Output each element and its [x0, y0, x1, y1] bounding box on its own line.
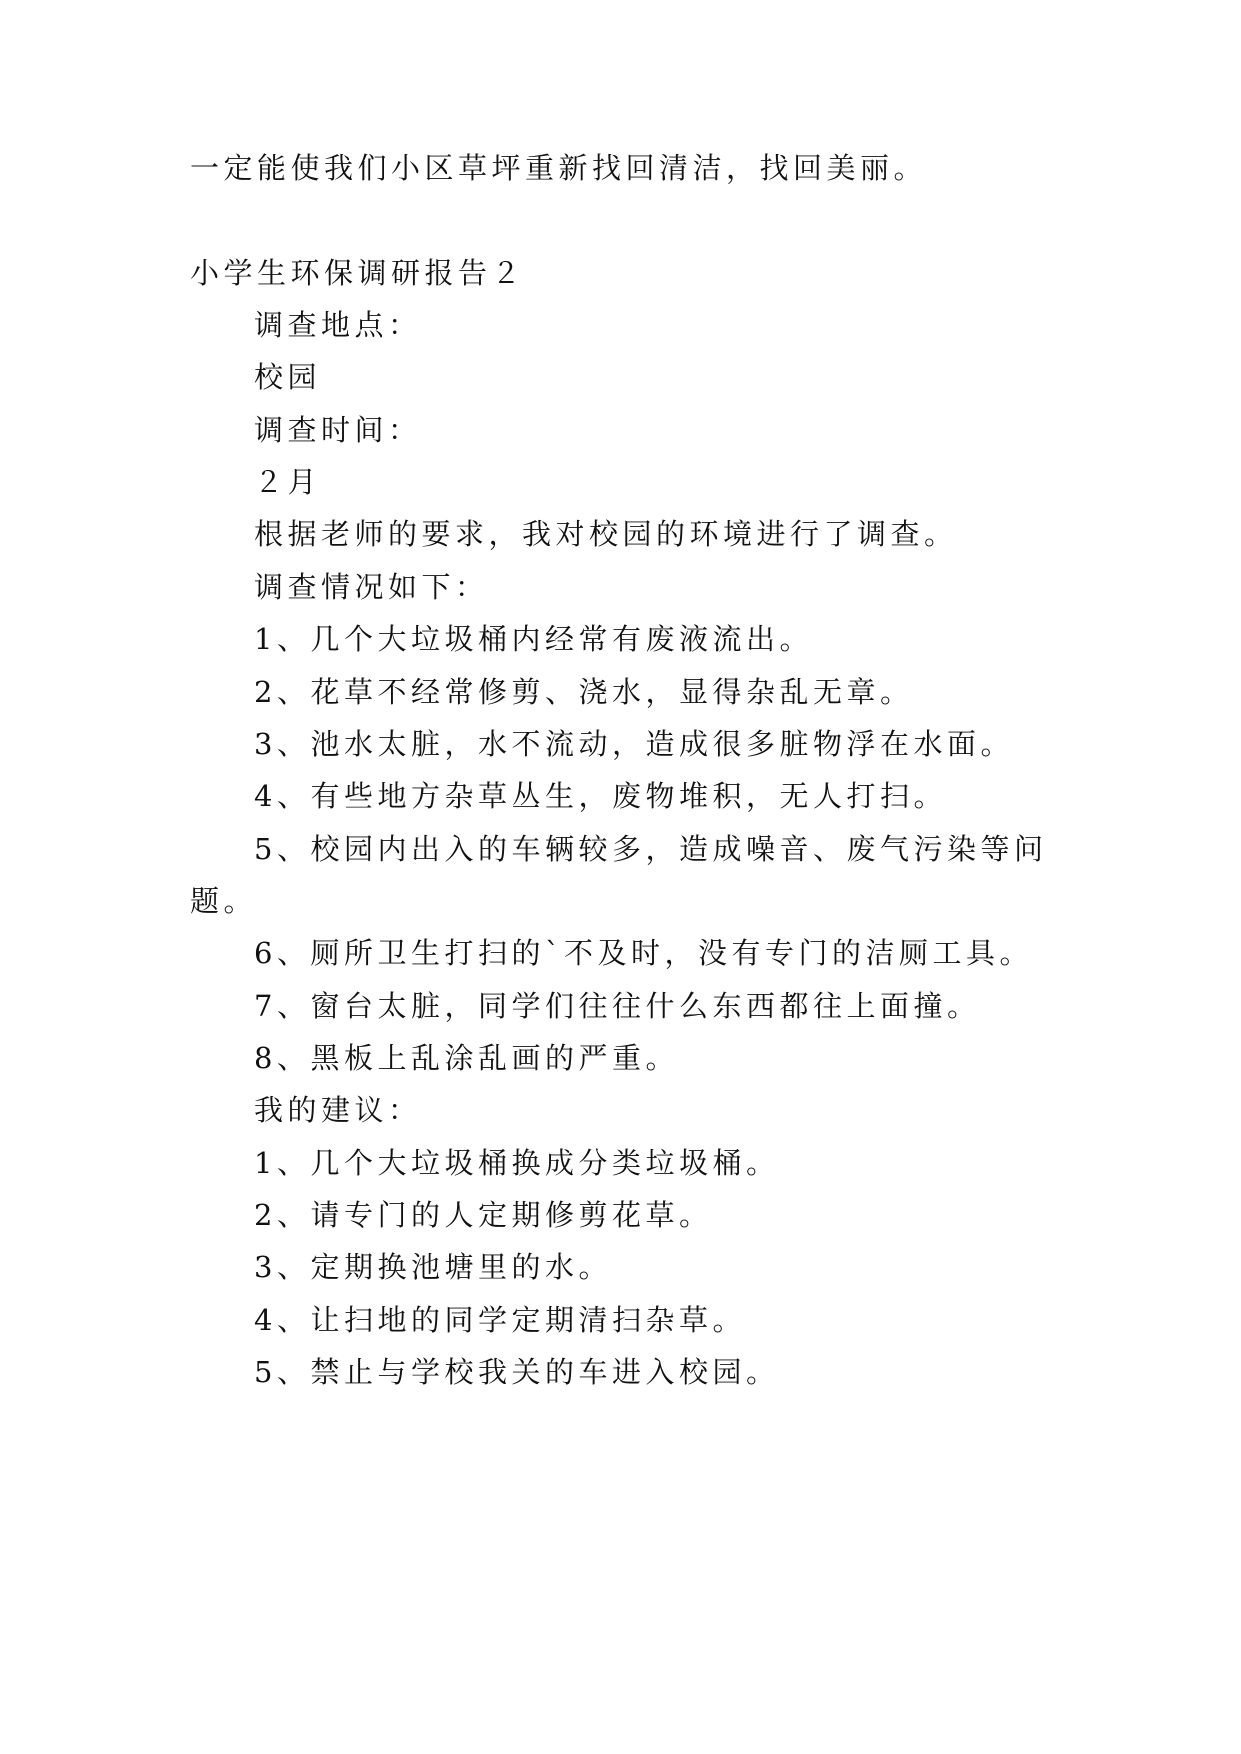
finding-item: 4、有些地方杂草丛生，废物堆积，无人打扫。	[254, 779, 947, 813]
suggestion-item: 3、定期换池塘里的水。	[254, 1250, 612, 1284]
finding-item: 2、花草不经常修剪、浇水，显得杂乱无章。	[254, 675, 914, 709]
finding-item: 8、黑板上乱涂乱画的严重。	[254, 1041, 679, 1075]
survey-place-value: 校园	[254, 360, 322, 394]
suggestion-item: 4、让扫地的同学定期清扫杂草。	[254, 1303, 746, 1337]
survey-time-label: 调查时间：	[254, 413, 422, 447]
finding-item: 1、几个大垃圾桶内经常有废液流出。	[254, 622, 813, 656]
survey-time-value: ２月	[254, 465, 322, 499]
section-title: 小学生环保调研报告２	[190, 256, 526, 290]
suggestions-heading: 我的建议：	[254, 1093, 422, 1127]
suggestion-item: 2、请专门的人定期修剪花草。	[254, 1198, 713, 1232]
finding-item: 3、池水太脏，水不流动，造成很多脏物浮在水面。	[254, 727, 1014, 761]
suggestion-item: 5、禁止与学校我关的车进入校园。	[254, 1355, 780, 1389]
finding-item: 6、厕所卫生打扫的`不及时，没有专门的洁厕工具。	[254, 936, 1033, 970]
finding-item: 7、窗台太脏，同学们往往什么东西都往上面撞。	[254, 989, 981, 1023]
finding-item-continuation: 题。	[190, 884, 258, 918]
opening-line: 一定能使我们小区草坪重新找回清洁，找回美丽。	[190, 151, 928, 185]
intro-paragraph: 根据老师的要求，我对校园的环境进行了调查。	[254, 517, 958, 551]
survey-place-label: 调查地点：	[254, 308, 422, 342]
suggestion-item: 1、几个大垃圾桶换成分类垃圾桶。	[254, 1146, 780, 1180]
finding-item: 5、校园内出入的车辆较多，造成噪音、废气污染等问	[254, 832, 1048, 866]
findings-heading: 调查情况如下：	[254, 570, 489, 604]
